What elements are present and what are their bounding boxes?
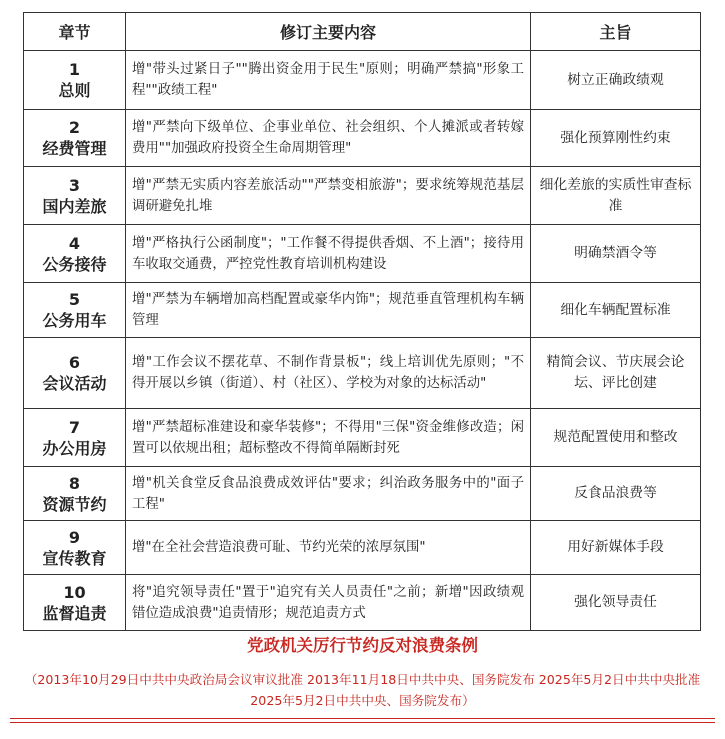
chapter-cell bbox=[24, 521, 126, 575]
purpose-cell: 明确禁酒令等 bbox=[531, 225, 701, 283]
purpose-cell: 细化差旅的实质性审查标准 bbox=[531, 167, 701, 225]
table-row bbox=[24, 225, 701, 283]
chapter-name: 经费管理 bbox=[42, 139, 107, 158]
purpose-cell: 用好新媒体手段 bbox=[531, 521, 701, 575]
chapter-name: 宣传教育 bbox=[42, 548, 107, 568]
chapter-name: 会议活动 bbox=[42, 374, 107, 393]
chapter-cell bbox=[24, 283, 126, 338]
chapter-number: 1 bbox=[68, 60, 81, 79]
chapter-cell bbox=[24, 51, 126, 110]
revision-content: 增"严格执行公函制度"；"工作餐不得提供香烟、不上酒"；接待用车收取交通费，严控党性教育培训机构建设 bbox=[126, 225, 531, 283]
chapter-number: 9 bbox=[68, 527, 81, 547]
chapter-name: 办公用房 bbox=[42, 438, 107, 458]
table-row bbox=[24, 110, 701, 167]
chapter-number: 5 bbox=[68, 290, 81, 309]
chapter-cell bbox=[24, 467, 126, 521]
chapter-number: 2 bbox=[68, 118, 81, 137]
chapter-name: 总则 bbox=[58, 81, 91, 100]
header-purpose: 主旨 bbox=[531, 13, 701, 51]
revision-content: 增"带头过紧日子""腾出资金用于民生"原则；明确严禁搞"形象工程""政绩工程" bbox=[126, 51, 531, 110]
table-row bbox=[24, 467, 701, 521]
document-issuance-note: （2013年10月29日中共中央政治局会议审议批准 2013年11月18日中共中央、国务院发布 2025年5月2日中共中央批准 2025年5月2日中共中央、国务院发布） bbox=[24, 672, 701, 708]
chapter-number: 8 bbox=[68, 473, 81, 493]
table-header-row bbox=[24, 13, 701, 51]
revision-content: 增"机关食堂反食品浪费成效评估"要求；纠治政务服务中的"面子工程" bbox=[126, 467, 531, 521]
chapter-cell bbox=[24, 409, 126, 467]
chapter-cell bbox=[24, 110, 126, 167]
purpose-cell: 强化领导责任 bbox=[531, 575, 701, 631]
chapter-number: 7 bbox=[68, 417, 81, 437]
table-row bbox=[24, 51, 701, 110]
table-row bbox=[24, 575, 701, 631]
purpose-cell: 精简会议、节庆展会论坛、评比创建 bbox=[531, 338, 701, 409]
purpose-cell: 强化预算刚性约束 bbox=[531, 110, 701, 167]
revision-content: 增"严禁向下级单位、企事业单位、社会组织、个人摊派或者转嫁费用""加强政府投资全生命周期管理" bbox=[126, 110, 531, 167]
revision-content: 增"严禁为车辆增加高档配置或豪华内饰"；规范垂直管理机构车辆管理 bbox=[126, 283, 531, 338]
table-row bbox=[24, 167, 701, 225]
revision-content: 增"严禁超标准建设和豪华装修"；不得用"三保"资金维修改造；闲置可以依规出租；超标整改不得简单隔断封死 bbox=[126, 409, 531, 467]
chapter-number: 10 bbox=[63, 582, 86, 602]
chapter-cell bbox=[24, 575, 126, 631]
purpose-cell: 树立正确政绩观 bbox=[531, 51, 701, 110]
table-row bbox=[24, 338, 701, 409]
chapter-cell bbox=[24, 338, 126, 409]
revision-table-container bbox=[23, 12, 700, 631]
revision-content: 增"严禁无实质内容差旅活动""严禁变相旅游"；要求统筹规范基层调研避免扎堆 bbox=[126, 167, 531, 225]
header-chapter: 章节 bbox=[24, 13, 126, 51]
revision-content: 将"追究领导责任"置于"追究有关人员责任"之前；新增"因政绩观错位造成浪费"追责情形；规范追责方式 bbox=[126, 575, 531, 631]
divider-line-bottom bbox=[10, 722, 715, 723]
table-row bbox=[24, 409, 701, 467]
chapter-name: 资源节约 bbox=[42, 494, 107, 514]
chapter-number: 6 bbox=[68, 353, 81, 372]
purpose-cell: 细化车辆配置标准 bbox=[531, 283, 701, 338]
chapter-cell bbox=[24, 167, 126, 225]
purpose-cell: 反食品浪费等 bbox=[531, 467, 701, 521]
divider-line-top bbox=[10, 718, 715, 719]
chapter-name: 公务接待 bbox=[42, 254, 107, 274]
chapter-name: 公务用车 bbox=[42, 311, 107, 330]
chapter-name: 监督追责 bbox=[42, 603, 107, 623]
table-row bbox=[24, 521, 701, 575]
chapter-number: 4 bbox=[68, 233, 81, 253]
revision-content: 增"在全社会营造浪费可耻、节约光荣的浓厚氛围" bbox=[126, 521, 531, 575]
purpose-cell: 规范配置使用和整改 bbox=[531, 409, 701, 467]
header-content: 修订主要内容 bbox=[126, 13, 531, 51]
table-row bbox=[24, 283, 701, 338]
revision-content: 增"工作会议不摆花草、不制作背景板"；线上培训优先原则；"不得开展以乡镇（街道）、村（社区）、学校为对象的达标活动" bbox=[126, 338, 531, 409]
chapter-cell bbox=[24, 225, 126, 283]
document-title: 党政机关厉行节约反对浪费条例 bbox=[247, 636, 478, 655]
chapter-name: 国内差旅 bbox=[42, 196, 107, 216]
chapter-number: 3 bbox=[68, 175, 81, 195]
revision-table bbox=[23, 12, 701, 631]
